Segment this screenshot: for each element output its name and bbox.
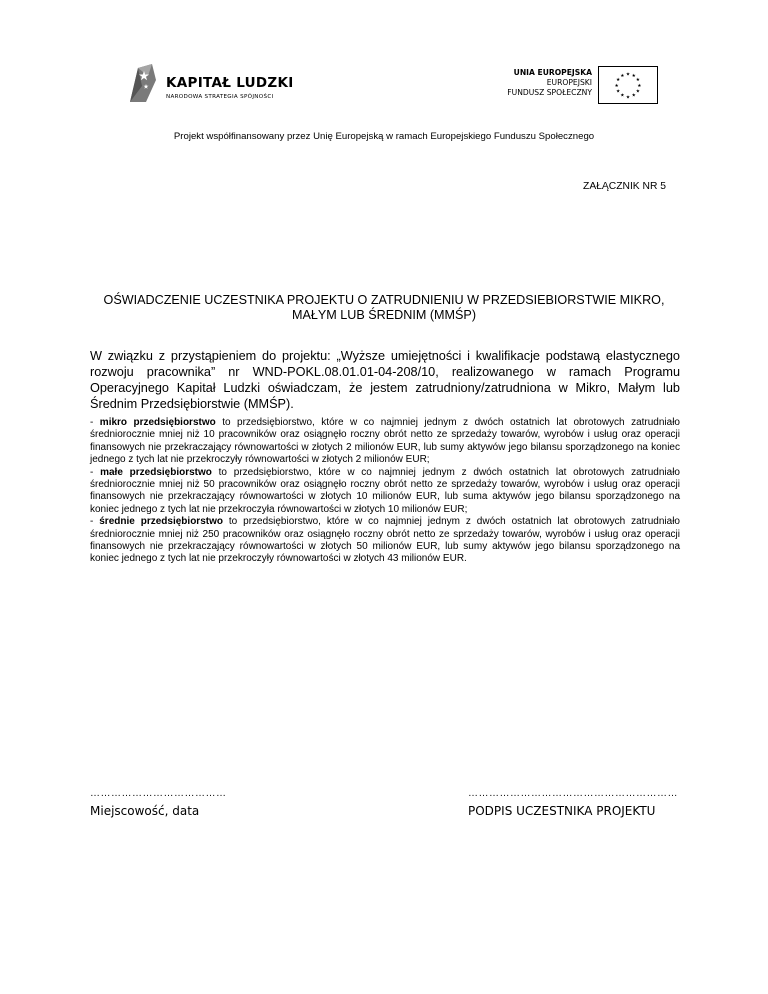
eu-star-icon: ★ [631,93,636,99]
signature-line: …………………………………………………… [468,788,678,799]
eu-star-icon: ★ [635,89,640,95]
eu-star-icon: ★ [635,78,640,84]
definition-small: - małe przedsiębiorstwo to przedsiębiorstwo, które w co najmniej jednym z dwóch ostatnich lat obrotowych zatrudniało średniorocznie mniej niż 50 pracowników oraz osiągnęło roczny obrót netto ze sprzedaży towarów, wyrobów i usług oraz operacji finansowych nie przekraczający równowartości w złotych 10 milionów EUR, lub suma aktywów jego bilansu sporządzonego na koniec jednego z tych lat nie przekroczyła równowartości w złotych 10 milionów EUR; [90,466,680,515]
eu-star-icon: ★ [620,93,625,99]
document-title-line-1: OŚWIADCZENIE UCZESTNIKA PROJEKTU O ZATRUDNIENIU W PRZEDSIEBIORSTWIE MIKRO, [103,293,665,307]
cofinancing-note: Projekt współfinansowany przez Unię Europejską w ramach Europejskiego Funduszu Społecznego [173,131,595,142]
kapital-ludzki-title: KAPITAŁ LUDZKI [166,75,294,91]
definition-text: to przedsiębiorstwo, które w co najmniej jednym z dwóch ostatnich lat obrotowych zatrudniało średniorocznie mniej niż 50 pracowników oraz osiągnęło roczny obrót netto ze sprzedaży towarów, wyrobów i usług oraz operacji finansowych nie przekraczający równowartości w złotych 10 milionów EUR, lub suma aktywów jego bilansu sporządzonego na koniec jednego z tych lat nie przekroczyła równowartości w złotych 10 milionów EUR; [90,466,680,515]
document-title-line-2: MAŁYM LUB ŚREDNIM (MMŚP) [291,308,477,322]
eu-line-fund: FUNDUSZ SPOŁECZNY [507,88,592,97]
definition-text: to przedsiębiorstwo, które w co najmniej jednym z dwóch ostatnich lat obrotowych zatrudniało średniorocznie mniej niż 250 pracowników oraz osiągnęło roczny obrót netto ze sprzedaży towarów, wyrobów i usług oraz operacji finansowych nie przekraczający równowartości w złotych 50 milionów EUR, lub sumy aktywów jego bilansu sporządzonego na koniec jednego z tych lat nie przekroczyły równowartości w złotych 43 milionów EUR. [90,516,680,565]
place-date-label: Miejscowość, data [90,804,200,818]
eu-line-european: EUROPEJSKI [546,78,592,87]
eu-flag-icon [598,66,658,104]
definition-text: to przedsiębiorstwo, które w co najmniej jednym z dwóch ostatnich lat obrotowych zatrudniało średniorocznie mniej niż 10 pracowników oraz osiągnęło roczny obrót netto ze sprzedaży towarów, wyrobów i usług oraz operacji finansowych nie przekraczający równowartości w złotych 2 milionów EUR, lub sumy aktywów jego bilansu sporządzonego na koniec jednego z tych lat nie przekroczyły równowartości w złotych 2 milionów EUR; [90,417,680,466]
definition-term: średnie przedsiębiorstwo [99,516,223,528]
place-date-line: ………………………………… [90,788,227,799]
definition-term: małe przedsiębiorstwo [100,466,212,478]
eu-star-icon: ★ [637,83,642,89]
eu-star-icon: ★ [616,89,621,95]
definition-micro: - mikro przedsiębiorstwo to przedsiębiorstwo, które w co najmniej jednym z dwóch ostatnich lat obrotowych zatrudniało średniorocznie mniej niż 10 pracowników oraz osiągnęło roczny obrót netto ze sprzedaży towarów, wyrobów i usług oraz operacji finansowych nie przekraczający równowartości w złotych 2 milionów EUR, lub sumy aktywów jego bilansu sporządzonego na koniec jednego z tych lat nie przekroczyły równowartości w złotych 2 milionów EUR; [90,417,680,466]
eu-logo [484,66,660,106]
annex-number: ZAŁĄCZNIK NR 5 [583,181,666,192]
kapital-ludzki-logo [126,62,296,106]
eu-star-icon: ★ [631,74,636,80]
eu-star-icon: ★ [625,95,631,101]
eu-star-icon: ★ [620,74,625,80]
signature-label: PODPIS UCZESTNIKA PROJEKTU [468,804,656,818]
eu-star-icon: ★ [625,72,631,78]
eu-line-union: UNIA EUROPEJSKA [513,68,592,77]
kapital-ludzki-emblem-icon [126,62,160,104]
eu-star-icon: ★ [616,78,621,84]
document-title [80,293,688,323]
declaration-paragraph: W związku z przystąpieniem do projektu: „Wyższe umiejętności i kwalifikacje podstawą elastycznego rozwoju pracownika” nr WND-POKL.08.01.01-04-208/10, realizowanego w ramach Programu Operacyjnego Kapitał Ludzki oświadczam, że jestem zatrudniony/zatrudniona w Mikro, Małym lub Średnim Przedsiębiorstwie (MMŚP). [90,349,680,411]
definitions-list [90,417,680,566]
kapital-ludzki-subtitle: NARODOWA STRATEGIA SPÓJNOŚCI [166,94,274,100]
definition-medium: - średnie przedsiębiorstwo to przedsiębiorstwo, które w co najmniej jednym z dwóch ostatnich lat obrotowych zatrudniało średniorocznie mniej niż 250 pracowników oraz osiągnęło roczny obrót netto ze sprzedaży towarów, wyrobów i usług oraz operacji finansowych nie przekraczający równowartości w złotych 50 milionów EUR, lub sumy aktywów jego bilansu sporządzonego na koniec jednego z tych lat nie przekroczyły równowartości w złotych 43 milionów EUR. [90,516,680,565]
eu-star-icon: ★ [614,83,619,89]
eu-text-block [507,68,592,98]
definition-term: mikro przedsiębiorstwo [99,417,216,428]
